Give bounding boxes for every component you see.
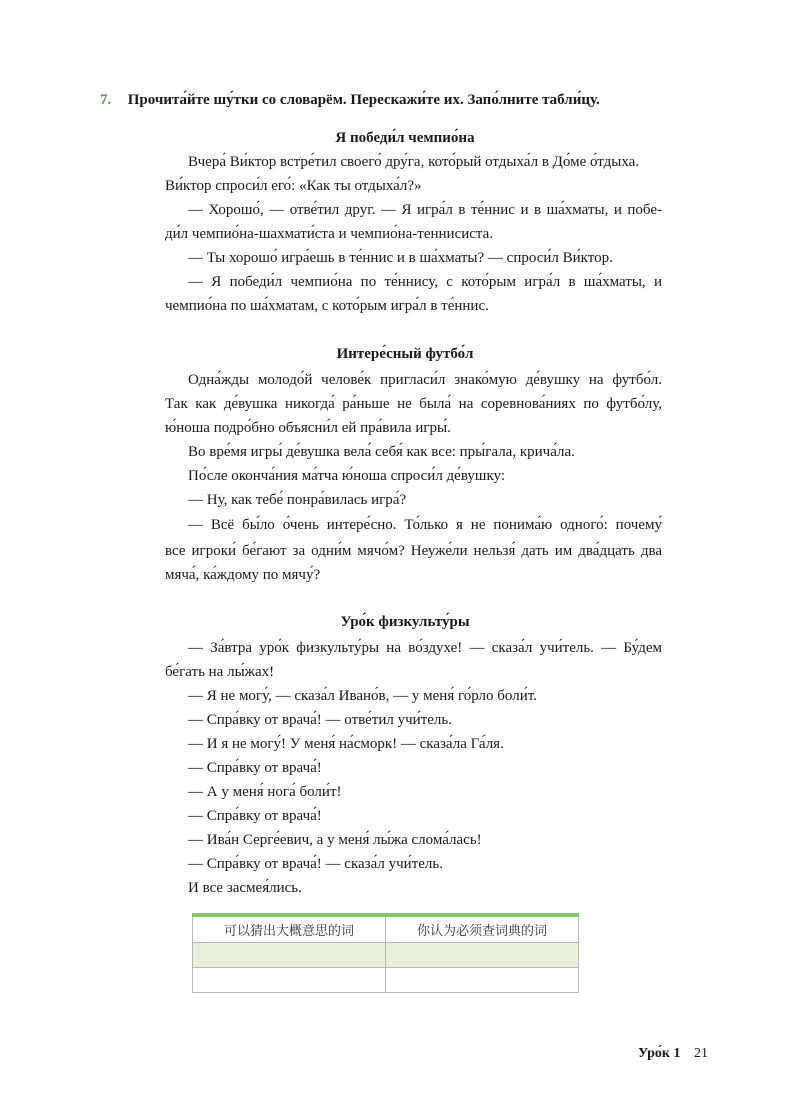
table-cell[interactable] [193, 968, 386, 993]
text-line: Одна́жды молодо́й челове́к пригласи́л знако́мую де́вушку на футбо́л. [188, 372, 662, 388]
page-number: 21 [694, 1046, 708, 1061]
text-line: Так как де́вушка никогда́ ра́ньше не была́ на соревнова́ниях по футбо́лу, [165, 396, 662, 412]
vocabulary-table [192, 913, 579, 993]
text-line: мяча́, ка́ждому по мячу́? [165, 567, 321, 583]
lesson-label: Уро́к 1 [638, 1046, 681, 1061]
table-header-row [193, 915, 579, 943]
text-line: Вчера́ Ви́ктор встре́тил своего́ дру́га, кото́рый отдыха́л в До́ме о́тдыха. [188, 154, 640, 170]
story-title: Уро́к физкульту́ры [340, 614, 470, 630]
text-line: — Ты хорошо́ игра́ешь в те́ннис и в ша́хматы? — спроси́л Ви́ктор. [188, 250, 613, 266]
text-line: ю́ноша подро́бно объясни́л ей пра́вила игры́. [165, 420, 451, 436]
text-line: По́сле оконча́ния ма́тча ю́ноша спроси́л де́вушку: [188, 468, 506, 484]
task-heading [100, 92, 720, 109]
text-line: Ви́ктор спроси́л его́: «Как ты отдыха́л?» [165, 178, 422, 194]
text-line: — Спра́вку от врача́! — сказа́л учи́тель. [188, 856, 443, 872]
table-cell[interactable] [193, 943, 386, 968]
text-line: чемпио́на по ша́хматам, с кото́рым игра́л в те́ннис. [165, 298, 489, 314]
task-instruction: Прочита́йте шу́тки со словарём. Перескажи́те их. Запо́лните табли́цу. [127, 92, 600, 108]
text-line: бе́гать на лы́жах! [165, 664, 275, 680]
table-header-guessable: 可以猜出大概意思的词 [193, 915, 386, 943]
table-row [193, 943, 579, 968]
task-number: 7. [100, 92, 112, 108]
story-title: Интере́сный футбо́л [336, 346, 474, 362]
text-line: — Ну, как тебе́ понра́вилась игра́? [188, 492, 407, 508]
text-line: — Всё бы́ло о́чень интере́сно. То́лько я не понима́ю одного́: почему́ [188, 517, 662, 533]
text-line: — Ива́н Серге́евич, а у меня́ лы́жа слома́лась! [188, 832, 482, 848]
text-line: — Спра́вку от врача́! — отве́тил учи́тель. [188, 712, 452, 728]
text-line: — Я победи́л чемпио́на по те́ннису, с кото́рым игра́л в ша́хматы, и [188, 274, 662, 290]
text-line: И все засмея́лись. [188, 880, 302, 896]
text-line: ди́л чемпио́на-шахмати́ста и чемпио́на-теннисиста. [165, 226, 494, 242]
table-header-dictionary: 你认为必须查词典的词 [386, 915, 579, 943]
text-line: — Спра́вку от врача́! [188, 760, 322, 776]
text-line: — Хорошо́, — отве́тил друг. — Я игра́л в те́ннис и в ша́хматы, и побе- [188, 202, 662, 218]
table-row [193, 968, 579, 993]
text-line: — И я не могу́! У меня́ на́сморк! — сказа́ла Га́ля. [188, 736, 504, 752]
text-line: все игроки́ бе́гают за одни́м мячо́м? Неуже́ли нельзя́ дать им два́дцать два [165, 543, 662, 559]
table-cell[interactable] [386, 943, 579, 968]
story-title: Я победи́л чемпио́на [335, 130, 475, 146]
text-line: — Я не могу́, — сказа́л Ивано́в, — у меня́ го́рло боли́т. [188, 688, 537, 704]
table-cell[interactable] [386, 968, 579, 993]
page-footer [638, 1046, 708, 1062]
text-line: — А у меня́ нога́ боли́т! [188, 784, 342, 800]
text-line: — За́втра уро́к физкульту́ры на во́здухе! — сказа́л учи́тель. — Бу́дем [188, 640, 662, 656]
text-line: Во вре́мя игры́ де́вушка вела́ себя́ как все: пры́гала, крича́ла. [188, 444, 575, 460]
text-line: — Спра́вку от врача́! [188, 808, 322, 824]
